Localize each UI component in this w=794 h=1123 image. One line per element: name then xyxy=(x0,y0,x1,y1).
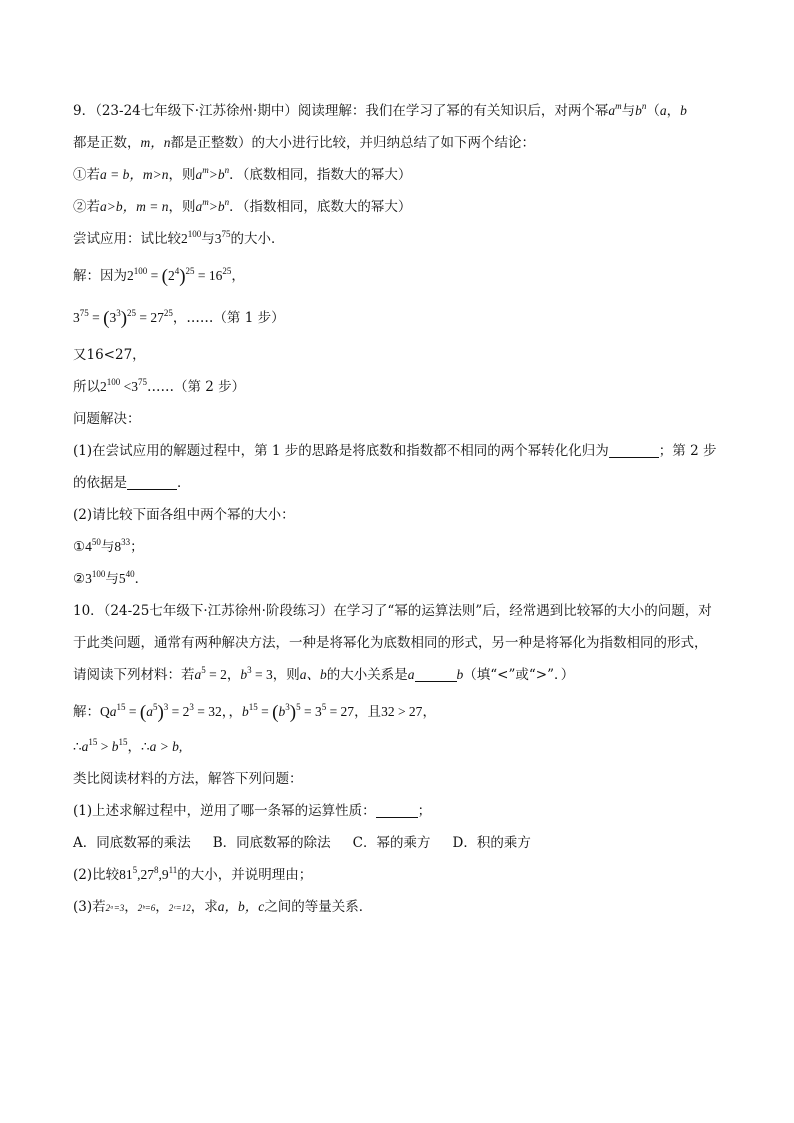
q9-part-1-line-1: (1)在尝试应用的解题过程中，第 1 步的思路是将底数和指数都不相同的两个幂转化化归为 ；第 2 步 xyxy=(73,443,717,459)
q10-part-1: (1)上述求解过程中，逆用了哪一条幂的运算性质： ； xyxy=(73,803,432,819)
q10-part-3: (3)若2ᵃ=3，2ᵇ=6，2ᶜ=12，求a，b，c之间的等量关系． xyxy=(73,899,373,915)
option-d[interactable]: D．积的乘方 xyxy=(452,835,531,851)
option-c[interactable]: C．幂的乘方 xyxy=(352,835,431,851)
q9-conclusion-2: ②若a>b，m = n，则$a^m>b^n$．（指数相同，底数大的幂大） xyxy=(73,197,412,215)
q9-group-1: $①4^{50}$与$8^{33}$； xyxy=(73,537,144,555)
q9-number: 9． xyxy=(73,103,96,119)
q9-therefore: 所以$2^{100}$ $<3^{75}\dots\dots$（第 2 步） xyxy=(73,377,246,395)
q9-group-2: $②3^{100}$与$5^{40}$． xyxy=(73,569,149,587)
q10-part-2: (2)比较$81^5,27^8,9^{11}$的大小，并说明理由； xyxy=(73,865,313,883)
q10-analogy: 类比阅读材料的方法，解答下列问题： xyxy=(73,771,303,787)
q10-options xyxy=(73,833,531,853)
q9-try-apply: 尝试应用：试比较$2^{100}$与$3^{75}$的大小． xyxy=(73,229,285,247)
q10-line-3: 请阅读下列材料：若$a^5 = 2$，$b^3 = 3$，则a、b的大小关系是a b（填“<”或“>”．） xyxy=(73,665,575,683)
answer-blank-3[interactable] xyxy=(415,667,457,682)
q9-part-1-line-2: 的依据是 ． xyxy=(73,475,191,491)
answer-blank-2[interactable] xyxy=(127,475,177,490)
q9-problem-heading: 问题解决： xyxy=(73,411,141,427)
answer-blank-4[interactable] xyxy=(376,803,418,818)
q9-solution-line-1: 解：因为$2^{100} = (2^4)^{25} = 16^{25}$， xyxy=(73,266,245,287)
q9-source: （23-24七年级下·江苏徐州·期中） xyxy=(95,103,298,119)
q10-line-2: 于此类问题，通常有两种解决方法，一种是将幂化为底数相同的形式，另一种是将幂化为指数相同的形式， xyxy=(73,635,708,651)
q9-conclusion-1: ①若a = b，m>n，则$a^m>b^n$．（底数相同，指数大的幂大） xyxy=(73,165,412,183)
q9-line-1: 9．（23-24七年级下·江苏徐州·期中）阅读理解：我们在学习了幂的有关知识后，对两个幂$a^m$与$b^n(a$，b xyxy=(73,101,687,119)
q10-solution-line-1: 解：$Qa^{15} = (a^5)^3 = 2^3 = 32$，，$b^{15} = (b^3)^5 = 3^5 = 27$，且32 > 27， xyxy=(73,702,436,723)
q9-line-2: 都是正数，m，n都是正整数）的大小进行比较，并归纳总结了如下两个结论： xyxy=(73,135,535,151)
q10-solution-line-2: $\therefore a^{15} > b^{15}$，∴a > b, xyxy=(73,737,183,755)
option-b[interactable]: B．同底数幂的除法 xyxy=(212,835,331,851)
option-a[interactable]: A．同底数幂的乘法 xyxy=(73,835,191,851)
q10-line-1: 10．（24-25七年级下·江苏徐州·阶段练习）在学习了“幂的运算法则”后，经常遇到比较幂的大小的问题，对 xyxy=(73,603,712,619)
q9-part-2: (2)请比较下面各组中两个幂的大小： xyxy=(73,507,295,523)
q9-also: 又16<27， xyxy=(73,347,146,363)
answer-blank-1[interactable] xyxy=(609,443,659,458)
q9-solution-line-2: $3^{75} = (3^3)^{25} = 27^{25}$，……（第 1 步） xyxy=(73,308,285,329)
